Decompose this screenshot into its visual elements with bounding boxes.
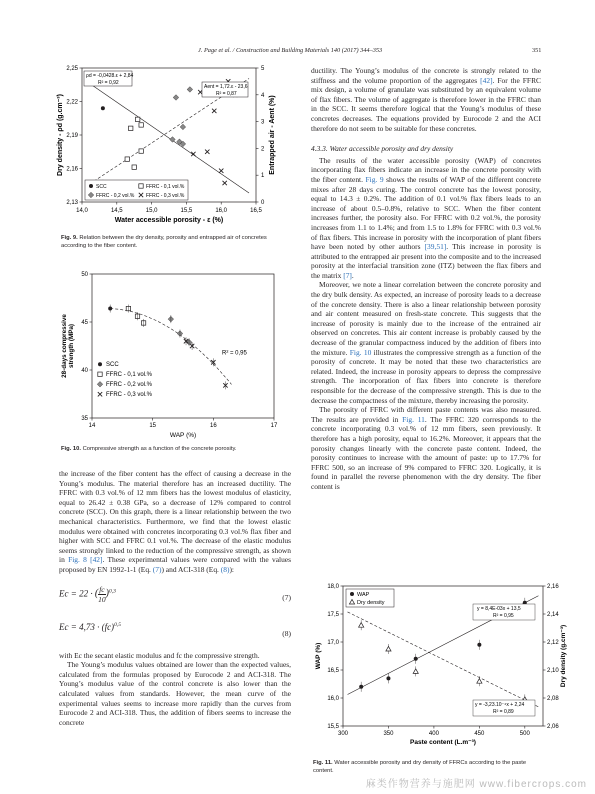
figure-11-chart — [313, 580, 573, 750]
y-tick-label: 45 — [81, 320, 88, 326]
figure-link[interactable]: Fig. 8 [42] — [68, 555, 103, 565]
y-tick-label: 2,13 — [66, 200, 78, 206]
equation-8: Ec = 4,73 · (fc)$^{0,5}$ (8) — [59, 621, 291, 638]
y-tick-label: 18,0 — [327, 584, 339, 590]
x-axis-label: Paste content (L.m⁻³) — [410, 739, 476, 746]
x-tick-label: 14 — [88, 423, 96, 429]
y-axis-label: 28-days compressive — [61, 314, 68, 378]
density-r2: R² = 0,92 — [98, 80, 119, 86]
y-tick-label: 15,5 — [327, 724, 339, 730]
data-point — [359, 685, 363, 689]
equation-link[interactable]: (7) — [152, 564, 162, 574]
data-point — [101, 106, 105, 110]
section-heading: 4.3.3. Water accessible porosity and dry density — [311, 144, 454, 154]
air-r2: R² = 0,87 — [216, 91, 237, 97]
data-point — [132, 165, 136, 169]
x-tick-label: 16,5 — [250, 208, 262, 214]
r2-label: R² = 0,95 — [222, 350, 247, 357]
paragraph: ductility. The Young’s modulus of the concrete is strongly related to the stiffness and the volume proportion of the aggregates [42]. For the FFRC mix design, a volume of granulate was substituted by an equivalent volume of flax fibers. The volume of aggregate is therefore lower in the FFRC than in the SCC. It seems therefore logical that the Young’s modulus of these concretes decreases. The equations provided by Eurocode 2 and the ACI therefore do not seem to be suitable for these concretes. — [311, 66, 541, 133]
data-point — [125, 157, 129, 161]
citation-link[interactable]: [39,51] — [424, 242, 447, 252]
x-tick-label: 16 — [209, 423, 217, 429]
y2-tick-label: 5 — [261, 66, 265, 72]
x-tick-label: 350 — [383, 731, 394, 737]
x-tick-label: 500 — [519, 731, 530, 737]
y-tick-label: 2,22 — [66, 99, 78, 106]
figure-11-caption-text: Water accessible porosity and dry density of FFRCs according to the paste content. — [313, 760, 527, 774]
legend-label: Dry density — [357, 600, 385, 606]
y2-tick-label: 2,14 — [547, 612, 559, 618]
y2-tick-label: 4 — [261, 92, 265, 99]
figure-10-label: Fig. 10. — [61, 446, 81, 452]
y2-tick-label: 0 — [261, 200, 265, 206]
y2-tick-label: 2 — [261, 146, 265, 153]
y-tick-label: 2,19 — [66, 133, 78, 139]
air-equation: Aent = 1,72.ε - 23,6 — [204, 84, 248, 90]
x-tick-label: 14,5 — [110, 208, 123, 214]
y2-axis-label: Dry density (g.cm⁻³) — [560, 624, 567, 688]
y2-tick-label: 2,06 — [547, 724, 559, 730]
paragraph: The results of the water accessible porosity (WAP) of concretes incorporating flax fibers indicate an increase in the concrete porosity with the fiber content. Fig. 9 shows the results of WAP of the different concrete mixes after 28 days curing. The control concrete has the lowest porosity, equal to 14.3 ± 0.2%. The addition of 0.1 vol.% flax fibers leads to an increase of about 0.5–0.8%, relative to SCC. When the fiber content increases further, the porosity also. For FFRC with 0.2 vol.%, the porosity increases from 1.1 to 1.4%; and from 1.5 to 1.8% for FFRC with 0.3 vol.% of flax fibers. This increase in porosity with the incorporation of plant fibers have been noted by other authors [39,51]. This increase in porosity is attributed to the entrapped air present into the composite and to the increased porosity at the interfacial transition zone (ITZ) between the flax fibers and the matrix [7]. — [311, 155, 542, 280]
legend-label: SCC — [96, 184, 107, 190]
y2-axis-label: Entrapped air - Aent (%) — [269, 95, 276, 175]
data-point — [477, 643, 481, 647]
y2-tick-label: 2,16 — [547, 584, 559, 590]
data-point — [139, 149, 143, 153]
equation-link[interactable]: (8) — [220, 564, 230, 574]
legend-label: WAP — [357, 592, 370, 598]
figure-10-chart — [58, 268, 283, 443]
y-axis-label: WAP (%) — [315, 642, 322, 670]
data-point — [139, 123, 143, 127]
figure-link[interactable]: Fig. 10 — [349, 347, 372, 357]
legend-label: SCC — [106, 362, 119, 369]
x-axis-label: WAP (%) — [169, 432, 197, 439]
legend-label: FFRC - 0,3 vol.% — [106, 392, 153, 399]
running-header — [0, 47, 595, 59]
page-number: 351 — [532, 47, 542, 54]
y-tick-label: 40 — [81, 368, 88, 374]
legend-label: FFRC - 0,2 vol.% — [96, 193, 135, 199]
y-axis-label: Dry density - ρd (g.cm⁻³) — [57, 94, 64, 176]
citation-link[interactable]: [7] — [343, 270, 352, 280]
x-tick-label: 15,0 — [145, 208, 158, 214]
legend-marker — [89, 184, 93, 188]
data-point — [386, 676, 390, 680]
watermark: 麻类作物营养与施肥网 www.fibercrops.com — [365, 779, 587, 790]
wap-r2: R² = 0,95 — [493, 613, 514, 619]
y-tick-label: 16,0 — [327, 696, 339, 702]
x-tick-label: 450 — [474, 731, 485, 737]
density-r2: R² = 0,89 — [493, 709, 514, 715]
journal-reference: J. Page et al. / Construction and Building Materials 140 (2017) 344–353 — [198, 47, 383, 54]
legend-label: FFRC - 0,2 vol.% — [106, 382, 153, 389]
data-point — [129, 126, 133, 130]
y2-tick-label: 2,12 — [547, 640, 559, 646]
y-tick-label: 17,0 — [327, 640, 339, 646]
left-column-text — [59, 469, 291, 727]
y-tick-label: 17,5 — [327, 612, 339, 618]
density-equation: ρd = -0,0428.ε + 2,84 — [86, 73, 134, 79]
legend-marker — [98, 362, 102, 366]
figure-10-caption — [61, 445, 281, 453]
right-column-text — [311, 66, 541, 492]
citation-link[interactable]: [42] — [480, 75, 493, 85]
x-tick-label: 400 — [428, 731, 439, 737]
x-tick-label: 16,0 — [215, 208, 228, 214]
legend-label: FFRC - 0,3 vol.% — [146, 193, 185, 199]
y-tick-label: 35 — [81, 416, 88, 422]
legend-marker — [350, 592, 354, 596]
x-tick-label: 300 — [337, 731, 349, 737]
y2-tick-label: 3 — [261, 119, 265, 126]
data-point — [414, 657, 418, 661]
paragraph: the increase of the fiber content has the effect of causing a decrease in the Young’s modulus. The material therefore has an increased ductility. The FFRC with 0.3 vol.% of 12 mm fibers has the lowest modulus of elasticity, equal to 26.42 ± 0.38 GPa, so a decrease of 12% compared to control concrete (SCC). On this graph, there is a linear relationship between the two mechanical characteristics. Furthermore, we find that the lowest elastic modulus were obtained with concretes incorporating 0.3 vol.% flax fiber and higher with SCC and FFRC 0.1 vol.%. The decrease of the elastic modulus seems strongly linked to the reduction of the compressive strength, as shown in Fig. 8 [42]. These experimental values were compared with the values proposed by EN 1992-1-1 (Eq. (7)) and ACI-318 (Eq. (8)): — [59, 469, 291, 574]
paragraph: The Young’s modulus values obtained are lower than the expected values, calculated from the formulas proposed by Eurocode 2 and ACI-318. The Young’s modulus value of the control concrete is also lower than the calculated values from standards. However, the mean curve of the experimental values seems to increase more rapidly than the curves from Eurocode 2 and ACI-318. Thus, the addition of fibers seems to increase the concrete — [59, 660, 291, 727]
equation-7: Ec = 22 · ( $\frac{fc}{10}$ )$^{0,3}$ (7) — [59, 584, 291, 604]
y-tick-label: 16,5 — [327, 668, 339, 674]
y2-tick-label: 2,08 — [547, 696, 559, 702]
x-tick-label: 15 — [149, 423, 157, 429]
y-tick-label: 2,25 — [66, 66, 78, 72]
x-axis-label: Water accessible porosity - ε (%) — [114, 217, 224, 224]
figure-10-caption-text: Compressive strength as a function of the concrete porosity. — [82, 446, 237, 452]
figure-link[interactable]: Fig. 11 — [402, 414, 425, 424]
figure-11-label: Fig. 11. — [313, 760, 333, 766]
y2-tick-label: 2,10 — [547, 668, 559, 674]
x-tick-label: 15,5 — [180, 208, 193, 214]
wap-equation: y = 8,4E-03x + 13,5 — [477, 606, 521, 612]
figure-link[interactable]: Fig. 9 — [365, 174, 384, 184]
figure-9-chart — [54, 64, 284, 224]
y-tick-label: 50 — [81, 272, 88, 278]
x-tick-label: 14,0 — [76, 208, 88, 214]
figure-9-label: Fig. 9. — [61, 235, 78, 241]
y-axis-label: strength (MPa) — [68, 323, 75, 369]
legend-marker — [139, 184, 143, 188]
legend-label: FFRC - 0,1 vol.% — [146, 184, 185, 190]
figure-9-caption-text: Relation between the dry density, porosity and entrapped air of concretes according to the fiber content. — [61, 235, 267, 249]
paragraph: The porosity of FFRC with different paste contents was also measured. The results are provided in Fig. 11. The FFRC 320 corresponds to the concrete incorporating 0.3 vol.% of 12 mm fibers, seen previously. It therefore has a high porosity, equal to 16.2%. Moreover, it appears that the porosity changes linearly with the concrete paste content. Indeed, the porosity continues to increase with the amount of paste: up to 17.7% for FFRC 500, so an increase of 9% compared to FFRC 320. Logically, it is found in parallel the reverse phenomenon with the dry density. The fiber content is — [311, 405, 541, 491]
legend-marker — [98, 372, 102, 376]
y2-tick-label: 1 — [261, 173, 265, 180]
x-tick-label: 17 — [270, 423, 278, 429]
density-equation: y = -3,23.10⁻⁴x + 2,24 — [475, 702, 525, 708]
y-tick-label: 2,16 — [66, 166, 78, 173]
figure-11-caption — [313, 759, 541, 775]
data-point — [135, 117, 139, 121]
paragraph: Moreover, we note a linear correlation between the concrete porosity and the dry bulk density. As expected, an increase of porosity leads to a decrease of the concrete density. There is also a linear relationship between porosity and air content measured on fresh-state concrete. This suggests that the increase of porosity is mainly due to the increase of the entrained air observed on concretes. This air content increase is probably caused by the decrease of the granular compactness induced by the addition of fibers into the mixture. Fig. 10 illustrates the compressive strength as a function of the porosity of concrete. It may be noted that these two characteristics are related. Indeed, the increase in porosity appears to depress the compressive strength. The incorporation of flax fibers into concrete is therefore responsible for the decrease of the compressive strength. This is due to the decrease the compactness of the mixture, thereby increasing the porosity. — [311, 280, 542, 405]
paragraph: with Ec the secant elastic modulus and fc the compressive strength. — [59, 650, 260, 660]
figure-9-caption — [61, 234, 281, 250]
legend-label: FFRC - 0,1 vol.% — [106, 372, 153, 379]
